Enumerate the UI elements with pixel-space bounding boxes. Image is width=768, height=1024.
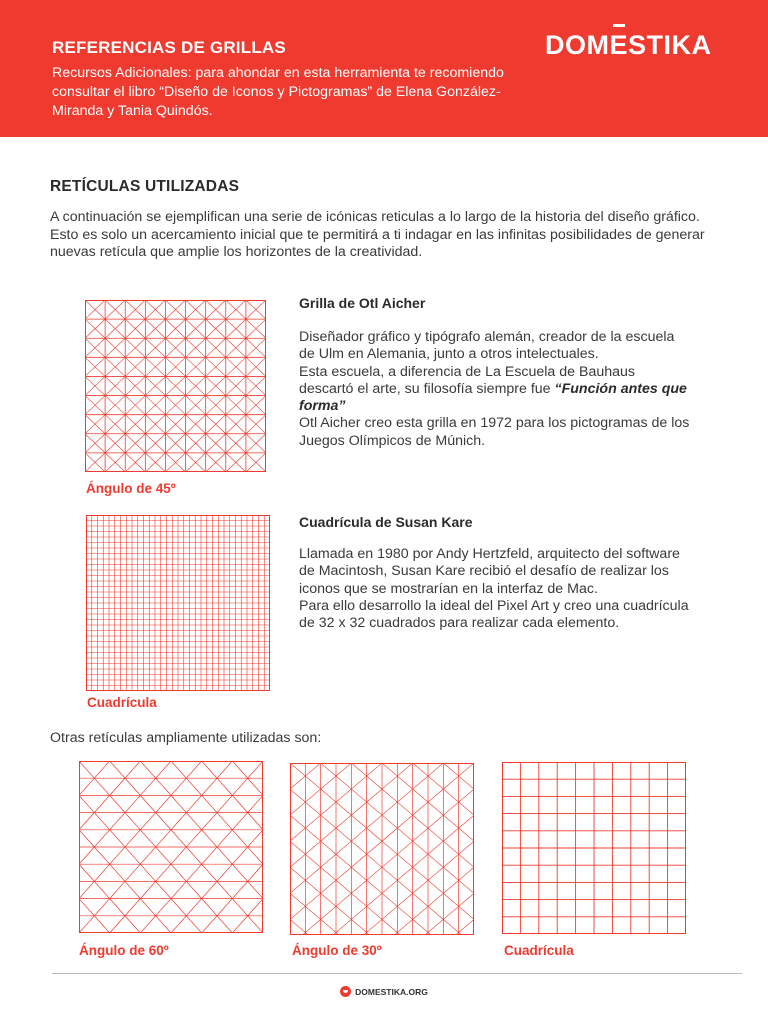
kare-grid-caption: Cuadrícula (87, 695, 157, 710)
aicher-description (299, 329, 691, 450)
kare-description (299, 546, 691, 632)
aicher-motto: “Función antes que forma” (299, 380, 687, 415)
aicher-grid-diagram (85, 300, 266, 472)
aicher-title: Grilla de Otl Aicher (299, 295, 426, 311)
intro-paragraph-1: A continuación se ejemplifican una serie de icónicas reticulas a lo largo de la historia del diseño gráfico. (50, 209, 700, 225)
aicher-paragraph-2-text: Esta escuela, a diferencia de La Escuela de Bauhaus descartó el arte, su filosofía siempre fue (299, 363, 635, 397)
kare-title: Cuadrícula de Susan Kare (299, 514, 473, 530)
grid-30-degree-diagram (290, 763, 474, 935)
aicher-paragraph-1: Diseñador gráfico y tipógrafo alemán, creador de la escuela de Ulm en Alemania, junto a otros intelectuales. (299, 329, 675, 363)
domestika-icon (340, 986, 351, 997)
kare-grid-diagram (86, 515, 270, 691)
footer[interactable] (0, 986, 768, 997)
other-grids-intro: Otras retículas ampliamente utilizadas son: (50, 730, 322, 746)
header-banner (0, 0, 768, 137)
aicher-grid-caption: Ángulo de 45º (86, 481, 176, 496)
page-title: REFERENCIAS DE GRILLAS (52, 38, 286, 57)
intro-text (50, 209, 730, 262)
footer-divider (52, 973, 742, 974)
header-subtitle: Recursos Adicionales: para ahondar en esta herramienta te recomiendo consultar el libro “Diseño de Iconos y Pictogramas” de Elena González-Miranda y Tania Quindós. (52, 65, 504, 119)
grid-60-degree-diagram (79, 761, 263, 933)
section-title: RETÍCULAS UTILIZADAS (50, 178, 240, 195)
grid-30-caption: Ángulo de 30º (292, 943, 382, 958)
intro-paragraph-2: Esto es solo un acercamiento inicial que te permitirá a ti indagar en las infinitas posibilidades de generar nuevas retícula que amplie los horizontes de la creatividad. (50, 226, 705, 260)
aicher-paragraph-3: Otl Aicher creo esta grilla en 1972 para los pictogramas de los Juegos Olímpicos de Múnich. (299, 415, 690, 449)
grid-60-caption: Ángulo de 60º (79, 943, 169, 958)
square-grid-diagram (502, 762, 686, 934)
domestika-logo: DOMESTIKA (545, 30, 712, 60)
square-grid-caption: Cuadrícula (504, 943, 574, 958)
footer-link[interactable]: DOMESTIKA.ORG (355, 986, 428, 997)
aicher-paragraph-2 (299, 364, 691, 416)
kare-paragraph-2: Para ello desarrollo la ideal del Pixel Art y creo una cuadrícula de 32 x 32 cuadrados para realizar cada elemento. (299, 597, 689, 632)
kare-paragraph-1: Llamada en 1980 por Andy Hertzfeld, arquitecto del software de Macintosh, Susan Kare recibió el desafío de realizar los iconos que se mostrarían en la interfaz de Mac. (299, 546, 680, 597)
